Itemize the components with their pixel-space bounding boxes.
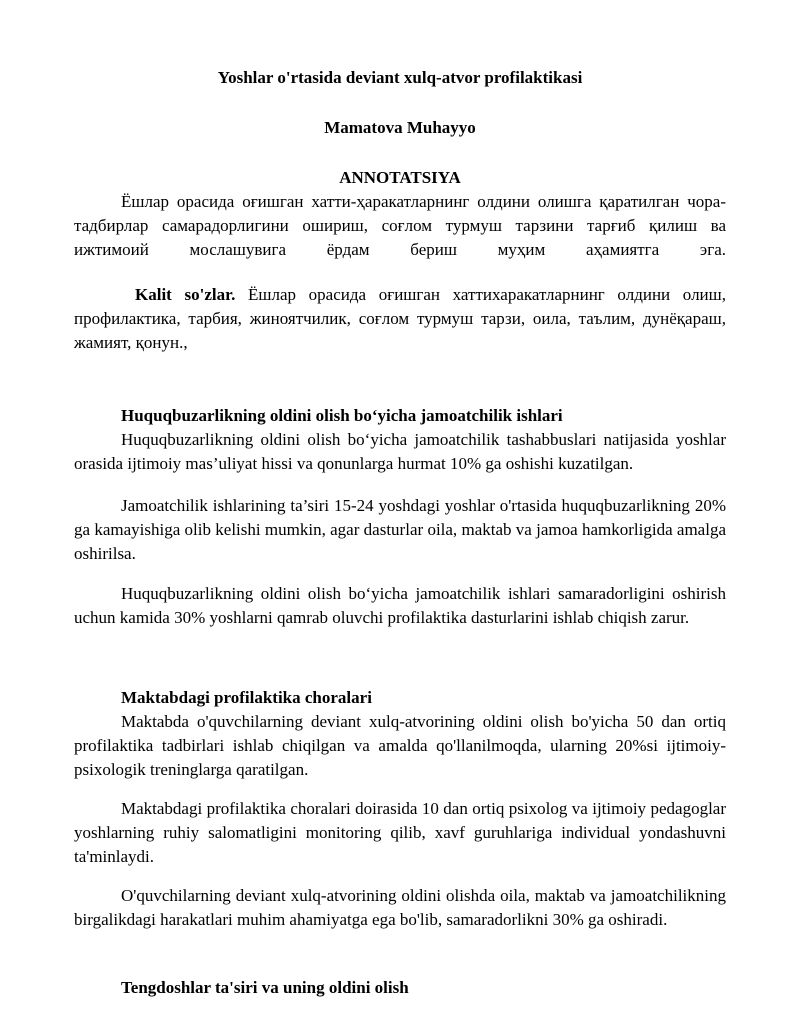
section-heading: Tengdoshlar ta'siri va uning oldini olish [121,978,409,997]
paragraph: Maktabdagi profilaktika choralari doirasida 10 dan ortiq psixolog va ijtimoiy pedagoglar yoshlarning ruhiy salomatligini monitoring qilib, xavf guruhlariga individual yondashuvni ta'minlaydi. [74,799,726,866]
paragraph: O'quvchilarning deviant xulq-atvorining oldini olishda oila, maktab va jamoatchilikning birgalikdagi harakatlari muhim ahamiyatga ega bo'lib, samaradorlikni 30% ga oshiradi. [74,886,726,929]
keywords-paragraph [74,283,726,355]
author-name: Mamatova Muhayyo [324,118,476,137]
paragraph: Huquqbuzarlikning oldini olish bo‘yicha jamoatchilik tashabbuslari natijasida yoshlar orasida ijtimoiy mas’uliyat hissi va qonunlarga hurmat 10% ga oshishi kuzatilgan. [74,430,726,473]
paragraph: Maktabda o'quvchilarning deviant xulq-atvorining oldini olish bo'yicha 50 dan ortiq profilaktika tadbirlari ishlab chiqilgan va amalda qo'llanilmoqda, ularning 20%si ijtimoiy-psixologik treninglarga qaratilgan. [74,712,726,779]
annotation-text: Ёшлар орасида оғишган хатти-ҳаракатларнинг олдини олишга қаратилган чора-тадбирлар самарадорлигини ошириш, соғлом турмуш тарзини тарғиб қилиш ва ижтимоий мослашувига ёрдам бериш муҳим аҳамиятга эга. [74,192,726,259]
paragraph: Jamoatchilik ishlarining ta’siri 15-24 yoshdagi yoshlar o'rtasida huquqbuzarlikning 20% ga kamayishiga olib kelishi mumkin, agar dasturlar oila, maktab va jamoa hamkorligida amalga oshirilsa. [74,496,726,563]
paragraph: Huquqbuzarlikning oldini olish bo‘yicha jamoatchilik ishlari samaradorligini oshirish uchun kamida 30% yoshlarni qamrab oluvchi profilaktika dasturlarini ishlab chiqish zarur. [74,584,726,627]
document-title: Yoshlar o'rtasida deviant xulq-atvor profilaktikasi [217,68,583,87]
section-heading: Maktabdagi profilaktika choralari [121,688,372,707]
keywords-text: Ёшлар орасида оғишган хаттихаракатларнинг олдини олиш, профилактика, тарбия, жиноятчилик, соғлом турмуш тарзи, оила, таълим, дунёқараш, жамият, қонун., [74,285,726,352]
annotation-heading: ANNOTATSIYA [339,168,461,187]
section-heading: Huquqbuzarlikning oldini olish bo‘yicha jamoatchilik ishlari [121,406,563,425]
keywords-label: Kalit so'zlar. [135,285,236,304]
